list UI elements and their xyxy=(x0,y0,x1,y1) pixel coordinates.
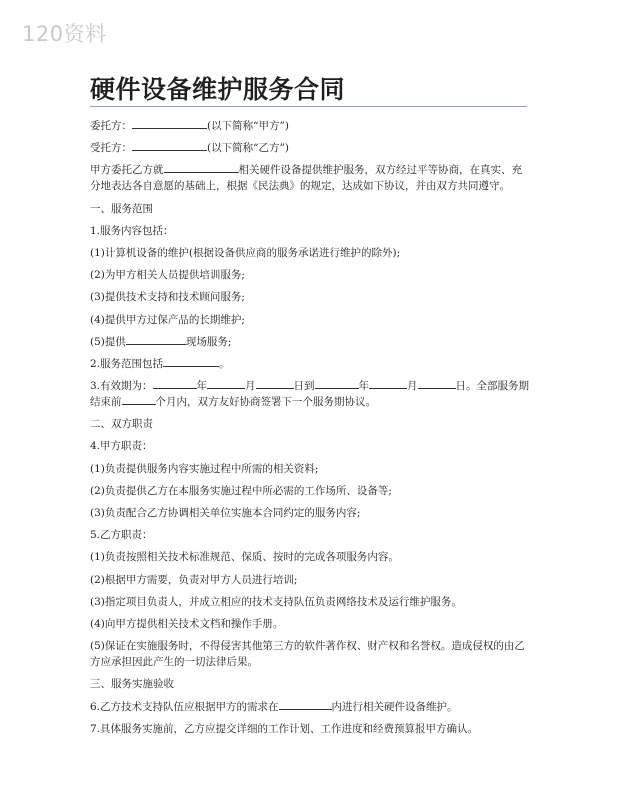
provider-suffix: (以下简称“乙方”) xyxy=(207,142,289,155)
start-day-blank[interactable] xyxy=(256,378,294,389)
document-title: 硬件设备维护服务合同 xyxy=(90,75,346,104)
item4-sub1: (1)负责提供服务内容实施过程中所需的相关资料; xyxy=(90,462,319,475)
provider-label: 受托方： xyxy=(90,142,132,155)
client-suffix: (以下简称“甲方”) xyxy=(207,120,289,132)
item5: 5.乙方职责： xyxy=(90,529,153,542)
item1-sub2: (2)为甲方相关人员提供培训服务; xyxy=(90,269,245,282)
intro-part1: 甲方委托乙方就 xyxy=(90,164,164,177)
month-label: 月 xyxy=(245,380,256,393)
item4: 4.甲方职责： xyxy=(90,440,153,453)
item4-sub3: (3)负责配合乙方协调相关单位实施本合同约定的服务内容; xyxy=(90,507,361,519)
watermark: 120资料 xyxy=(22,22,107,46)
item1-sub5 xyxy=(90,334,530,350)
year-label: 年 xyxy=(196,380,208,393)
client-name-blank[interactable] xyxy=(132,118,207,129)
item1: 1.服务内容包括： xyxy=(90,224,174,237)
item4-sub2: (2)负责提供乙方在本服务实施过程中所必需的工作场所、设备等; xyxy=(90,484,392,497)
provider-line xyxy=(90,140,530,156)
section1-heading: 一、服务范围 xyxy=(90,202,153,215)
service-scope-blank[interactable] xyxy=(163,356,219,367)
item3-tail: 个月内，双方友好协商签署下一个服务期协议。 xyxy=(155,396,376,409)
end-year-blank[interactable] xyxy=(315,378,359,389)
sub5-prefix: (5)提供 xyxy=(90,335,126,348)
client-label: 委托方： xyxy=(90,120,132,132)
day-end-label: 日。全部服务期结束前 xyxy=(90,380,530,409)
onsite-service-blank[interactable] xyxy=(126,334,186,345)
section2-heading: 二、双方职责 xyxy=(90,418,153,431)
item3-prefix: 3.有效期为： xyxy=(90,380,153,393)
day-to-label: 日到 xyxy=(293,380,315,393)
provider-name-blank[interactable] xyxy=(132,140,207,151)
item2-suffix: 。 xyxy=(219,357,230,370)
intro-part2: 相关硬件设备提供维护服务，双方经过平等协商，在真实、充分地表达各自意愿的基础上，根据《民法典》的规定，达成如下协议，并由双方共同遵守。 xyxy=(90,164,522,193)
intro-paragraph xyxy=(90,162,530,194)
item3 xyxy=(90,378,530,410)
start-year-blank[interactable] xyxy=(153,378,197,389)
month-label: 月 xyxy=(407,380,418,393)
months-blank[interactable] xyxy=(122,394,156,405)
title-divider xyxy=(90,106,527,107)
item1-sub4: (4)提供甲方过保产品的长期维护; xyxy=(90,313,245,326)
client-line xyxy=(90,118,530,134)
contract-body xyxy=(90,118,530,743)
start-month-blank[interactable] xyxy=(207,378,245,389)
item1-sub1: (1)计算机设备的维护(根据设备供应商的服务承诺进行维护的除外); xyxy=(90,246,401,259)
item1-sub3: (3)提供技术支持和技术顾问服务; xyxy=(90,291,245,304)
end-month-blank[interactable] xyxy=(369,378,407,389)
item6 xyxy=(90,699,530,715)
item5-sub5: (5)保证在实施服务时，不得侵害其他第三方的软件著作权、财产权和名誉权。造成侵权的由乙方应承担因此产生的一切法律后果。 xyxy=(90,640,525,669)
item7: 7.具体服务实施前，乙方应提交详细的工作计划、工作进度和经费预算报甲方确认。 xyxy=(90,722,479,735)
item2-prefix: 2.服务范围包括 xyxy=(90,357,164,370)
item5-sub4: (4)向甲方提供相关技术文档和操作手册。 xyxy=(90,617,284,630)
section3-heading: 三、服务实施验收 xyxy=(90,678,174,691)
device-blank[interactable] xyxy=(164,162,239,173)
year-label: 年 xyxy=(358,380,370,393)
response-time-blank[interactable] xyxy=(279,699,332,710)
sub5-suffix: 现场服务; xyxy=(185,335,232,348)
item5-sub1: (1)负责按照相关技术标准规范、保质、按时的完成各项服务内容。 xyxy=(90,551,399,564)
item6-prefix: 6.乙方技术支持队伍应根据甲方的需求在 xyxy=(90,700,279,713)
end-day-blank[interactable] xyxy=(418,378,456,389)
item2 xyxy=(90,356,530,372)
item6-suffix: 内进行相关硬件设备维护。 xyxy=(331,700,458,713)
item5-sub3: (3)指定项目负责人，并成立相应的技术支持队伍负责网络技术及运行维护服务。 xyxy=(90,595,462,608)
item5-sub2: (2)根据甲方需要，负责对甲方人员进行培训; xyxy=(90,573,298,586)
